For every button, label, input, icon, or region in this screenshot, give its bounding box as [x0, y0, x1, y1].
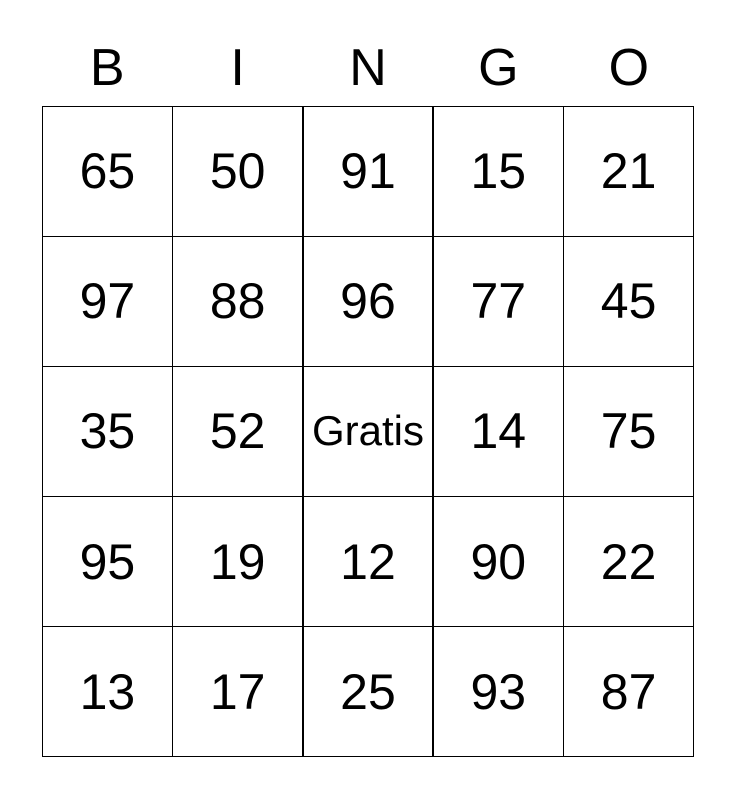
bingo-grid	[42, 106, 694, 757]
header-letter-o: O	[608, 39, 650, 97]
bingo-cell-r3c5[interactable]: 75	[564, 367, 693, 496]
bingo-cell-r5c5[interactable]: 87	[564, 627, 693, 756]
bingo-cell-r5c3[interactable]: 25	[304, 627, 433, 756]
bingo-cell-r1c1[interactable]: 65	[43, 107, 172, 236]
bingo-card	[42, 30, 694, 757]
header-letter-n: N	[349, 39, 387, 97]
bingo-cell-r2c2[interactable]: 88	[173, 237, 302, 366]
header-letter-g: G	[478, 39, 519, 97]
bingo-cell-r2c4[interactable]: 77	[434, 237, 563, 366]
bingo-cell-r1c4[interactable]: 15	[434, 107, 563, 236]
bingo-cell-r3c1[interactable]: 35	[43, 367, 172, 496]
bingo-cell-r1c5[interactable]: 21	[564, 107, 693, 236]
bingo-cell-r1c2[interactable]: 50	[173, 107, 302, 236]
bingo-cell-r2c3[interactable]: 96	[304, 237, 433, 366]
bingo-cell-r4c2[interactable]: 19	[173, 497, 302, 626]
bingo-cell-r2c1[interactable]: 97	[43, 237, 172, 366]
bingo-cell-r3c4[interactable]: 14	[434, 367, 563, 496]
bingo-cell-r4c3[interactable]: 12	[304, 497, 433, 626]
header-letter-b: B	[89, 39, 125, 97]
bingo-cell-r4c4[interactable]: 90	[434, 497, 563, 626]
bingo-cell-free[interactable]: Gratis	[304, 367, 433, 496]
bingo-cell-r5c1[interactable]: 13	[43, 627, 172, 756]
bingo-cell-r5c2[interactable]: 17	[173, 627, 302, 756]
bingo-cell-r1c3[interactable]: 91	[304, 107, 433, 236]
bingo-cell-r2c5[interactable]: 45	[564, 237, 693, 366]
bingo-cell-r4c5[interactable]: 22	[564, 497, 693, 626]
bingo-cell-r5c4[interactable]: 93	[434, 627, 563, 756]
header-letter-i: I	[230, 39, 245, 97]
bingo-header	[42, 30, 694, 106]
bingo-cell-r3c2[interactable]: 52	[173, 367, 302, 496]
bingo-cell-r4c1[interactable]: 95	[43, 497, 172, 626]
